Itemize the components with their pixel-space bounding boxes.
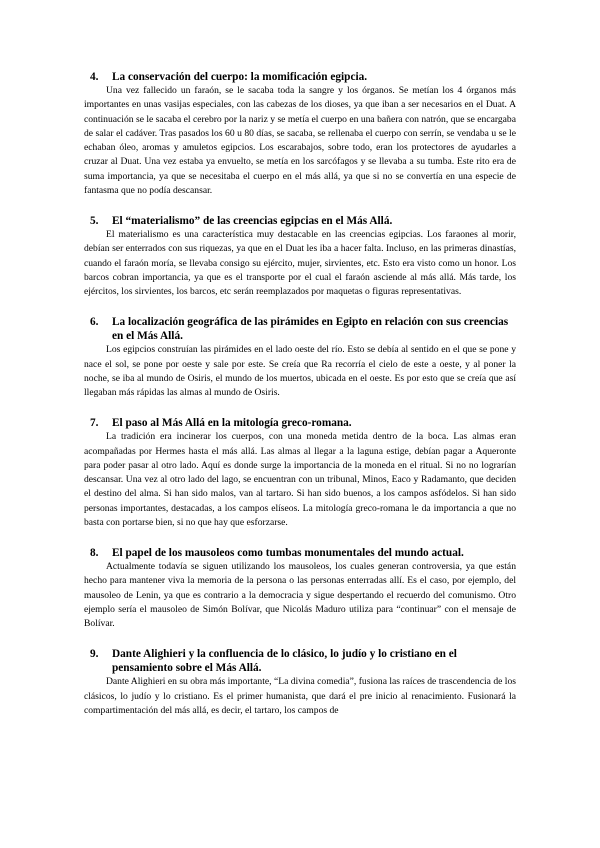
section-7 [84,416,516,530]
section-title: La localización geográfica de las pirámides en Egipto en relación con sus creencias en el Más Allá. [112,316,509,343]
section-4 [84,70,516,198]
section-number: 8. [90,547,99,559]
section-5 [84,214,516,299]
section-9 [84,647,516,718]
section-title: La conservación del cuerpo: la momificación egipcia. [112,71,368,83]
section-heading [90,70,516,84]
section-number: 4. [90,71,99,83]
section-title: El paso al Más Allá en la mitología greco-romana. [112,417,352,430]
section-body: Una vez fallecido un faraón, se le sacaba toda la sangre y los órganos. Se metían los 4 órganos más importantes en unas vasijas especiales, con las cabezas de los dioses, ya que iban a ser necesarios en el Duat. A continuación se le sacaba el cerebro por la nariz y se metía el cuerpo en una bañera con natrón, que se encargaba de salar el cadáver. Tras pasados los 60 u 80 días, se sacaba, se rellenaba el cuerpo con serrín, se vendaba u se le echaban óleo, aromas y amuletos egipcios. Los escarabajos, sobre todo, eran los protectores de ayudarles a cruzar al Duat. Una vez estaba ya envuelto, se metía en los sarcófagos y se llevaba a su tumba. Este rito era de suma importancia, ya que se necesitaba el cuerpo en el más allá, ya que si no se convertía en una especie de fantasma que no podía descansar. [84,85,516,196]
section-heading [90,647,516,675]
section-body: La tradición era incinerar los cuerpos, con una moneda metida dentro de la boca. Las almas eran acompañadas por Hermes hasta el más allá. Las almas al llegar a la laguna estige, debían pagar a Aqueronte para poder pasar al otro lado. Aquí es donde surge la importancia de la moneda en el ritual. Si no no lograrían descansar. Una vez al otro lado del lago, se encuentran con un tribunal, Minos, Eaco y Radamanto, que deciden el destino del alma. Si han sido malos, van al tartaro. Si han sido buenos, a los campos asfódelos. Si han sido personas importantes, destacadas, a los campos elíseos. La mitología greco-romana le da importancia a que no basta con portarse bien, si no que hay que esforzarse. [84,431,516,528]
section-title: El papel de los mausoleos como tumbas monumentales del mundo actual. [112,547,464,559]
section-title: Dante Alighieri y la confluencia de lo clásico, lo judío y lo cristiano en el pensamiento sobre el Más Allá. [112,648,457,675]
section-body: Actualmente todavía se siguen utilizando los mausoleos, los cuales generan controversia, ya que están hecho para mantener viva la memoria de la persona o las personas enterradas allí. Es el caso, por ejemplo, del mausoleo de Lenin, ya que es contrario a la democracia y sigue despertando el recuerdo del comunismo. Otro ejemplo sería el mausoleo de Simón Bolívar, que Nicolás Maduro utiliza para “continuar” con el mensaje de Bolívar. [84,561,516,629]
section-heading [90,315,516,343]
section-6 [84,315,516,400]
section-title: El “materialismo” de las creencias egipcias en el Más Allá. [112,215,393,227]
section-heading [90,546,516,560]
section-8 [84,546,516,631]
section-number: 7. [90,417,99,430]
section-number: 9. [90,648,99,661]
document-content [84,70,516,734]
section-body: El materialismo es una característica muy destacable en las creencias egipcias. Los faraones al morir, debían ser enterrados con sus riquezas, ya que en el Duat les iba a hacer falta. Incluso, en las primeras dinastías, cuando el faraón moría, se llevaba consigo su ejército, mujer, sirvientes, etc. Esto era visto como un honor. Los barcos cobran importancia, ya que es el transporte por el cual el faraón asciende al más allá. Más tarde, los ejércitos, los sirvientes, los barcos, etc serán reemplazados por maquetas o figuras representativas. [84,229,516,297]
section-heading [90,416,516,430]
section-number: 6. [90,316,99,329]
section-number: 5. [90,215,99,227]
section-body: Los egipcios construían las pirámides en el lado oeste del río. Esto se debía al sentido en el que se pone y nace el sol, se pone por oeste y sale por este. Se creía que Ra recorría el cielo de este a oeste, y al poner la noche, se iba al mundo de Osiris, el mundo de los muertos, ubicada en el oeste. Es por esto que se creía que así llegaban más rápidas las almas al mundo de Osiris. [84,344,516,398]
section-body: Dante Alighieri en su obra más importante, “La divina comedia”, fusiona las raíces de trascendencia de los clásicos, lo judío y lo cristiano. Es el primer humanista, que dará el pre inicio al renacimiento. Fusionará la compartimentación del más allá, es decir, el tartaro, los campos de [84,676,516,716]
section-heading [90,214,516,228]
